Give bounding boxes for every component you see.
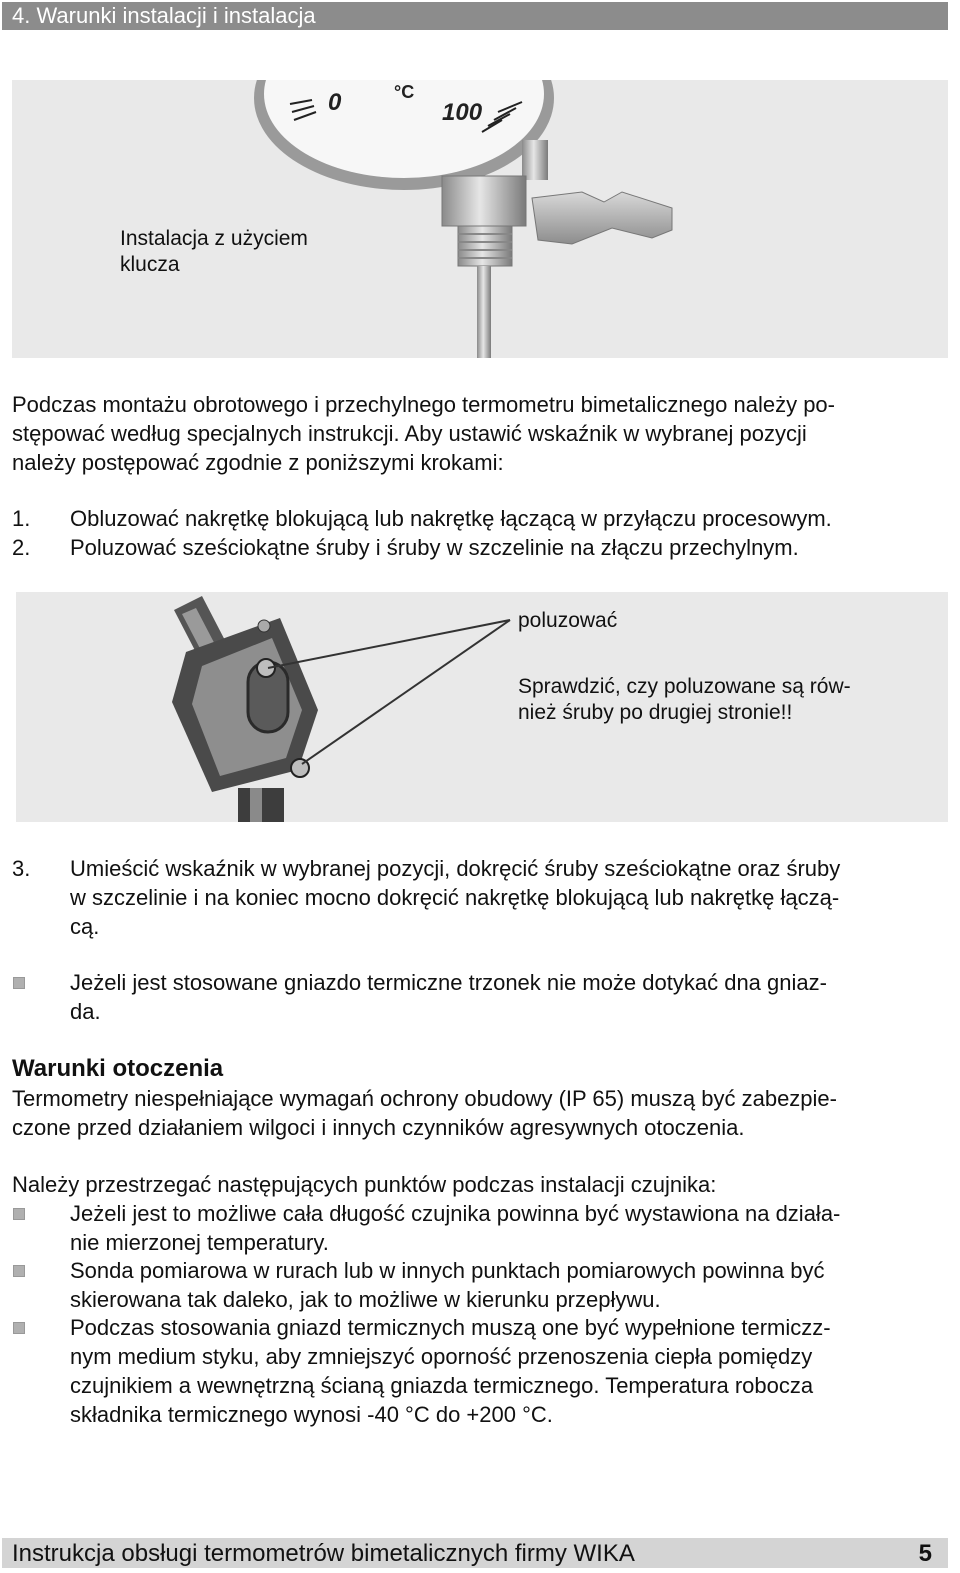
bullet-line: czujnikiem a wewnętrzną ścianą gniazda termicznego. Temperatura robocza <box>70 1373 814 1398</box>
bullet-square-icon <box>13 1322 25 1334</box>
step-number: 2. <box>12 535 31 560</box>
bullet-square-icon <box>13 977 25 989</box>
step-text <box>70 854 948 941</box>
intro-paragraph <box>12 390 948 477</box>
dial-label-unit: °C <box>394 82 415 102</box>
thermometer-wrench-illustration <box>12 80 948 358</box>
bullet-line: Jeżeli jest to możliwe cała długość czujnika powinna być wystawiona na działa- <box>70 1201 841 1226</box>
dial-label-hundred: 100 <box>442 99 483 126</box>
step-line: Umieścić wskaźnik w wybranej pozycji, dokręcić śruby sześciokątne oraz śruby <box>70 856 841 881</box>
ambient-line: Termometry niespełniające wymagań ochrony obudowy (IP 65) muszą być zabezpie- <box>12 1086 837 1111</box>
step-line: cą. <box>70 914 100 939</box>
figure1-caption-line2: klucza <box>120 253 180 276</box>
intro-line: Podczas montażu obrotowego i przechylnego termometru bimetalicznego należy po- <box>12 392 835 417</box>
bullet-text <box>70 1256 948 1314</box>
sensor-intro: Należy przestrzegać następujących punktów podczas instalacji czujnika: <box>12 1172 717 1197</box>
bullet-line: skierowana tak daleko, jak to możliwe w kierunku przepływu. <box>70 1287 661 1312</box>
dial-label-zero: 0 <box>328 89 342 116</box>
section-title: 4. Warunki instalacji i instalacja <box>12 3 316 28</box>
note-line2: nież śruby po drugiej stronie!! <box>518 701 793 724</box>
step-number: 3. <box>12 856 31 881</box>
intro-line: stępować według specjalnych instrukcji. Aby ustawić wskaźnik w wybranej pozycji <box>12 421 807 446</box>
bullet-line: Jeżeli jest stosowane gniazdo termiczne trzonek nie może dotykać dna gniaz- <box>70 970 827 995</box>
bullet-line: da. <box>70 999 101 1024</box>
bullet-text <box>70 1199 948 1257</box>
page-number: 5 <box>918 1540 932 1567</box>
bullet-square-icon <box>13 1265 25 1277</box>
bullet-line: nym medium styku, aby zmniejszyć oporność przenoszenia ciepła pomiędzy <box>70 1344 813 1369</box>
section-header <box>2 2 948 30</box>
bullet-line: Podczas stosowania gniazd termicznych muszą one być wypełnione termiczz- <box>70 1315 831 1340</box>
bullet-line: nie mierzonej temperatury. <box>70 1230 329 1255</box>
bullet-line: Sonda pomiarowa w rurach lub w innych punktach pomiarowych powinna być <box>70 1258 825 1283</box>
bullet-square-icon <box>13 1208 25 1220</box>
label-loosen: poluzować <box>518 609 618 632</box>
step-number: 1. <box>12 506 31 531</box>
page-footer <box>2 1538 948 1568</box>
ambient-line: czone przed działaniem wilgoci i innych czynników agresywnych otoczenia. <box>12 1115 745 1140</box>
figure-swivel-joint <box>16 592 948 822</box>
footer-title: Instrukcja obsługi termometrów bimetalicznych firmy WIKA <box>12 1540 635 1567</box>
step-text: Obluzować nakrętkę blokującą lub nakrętkę łączącą w przyłączu procesowym. <box>70 506 832 531</box>
intro-line: należy postępować zgodnie z poniższymi krokami: <box>12 450 504 475</box>
figure1-caption-line1: Instalacja z użyciem <box>120 227 308 250</box>
bullet-text <box>70 1313 948 1429</box>
ambient-heading: Warunki otoczenia <box>12 1055 224 1082</box>
ambient-paragraph <box>12 1084 948 1142</box>
swivel-joint-illustration <box>16 592 948 822</box>
bullet-text <box>70 968 948 1026</box>
note-line1: Sprawdzić, czy poluzowane są rów- <box>518 675 851 698</box>
bullet-line: składnika termicznego wynosi -40 °C do +200 °C. <box>70 1402 553 1427</box>
figure-wrench-installation <box>12 80 948 358</box>
step-line: w szczelinie i na koniec mocno dokręcić nakrętkę blokującą lub nakrętkę łączą- <box>70 885 840 910</box>
step-text: Poluzować sześciokątne śruby i śruby w szczelinie na złączu przechylnym. <box>70 535 799 560</box>
